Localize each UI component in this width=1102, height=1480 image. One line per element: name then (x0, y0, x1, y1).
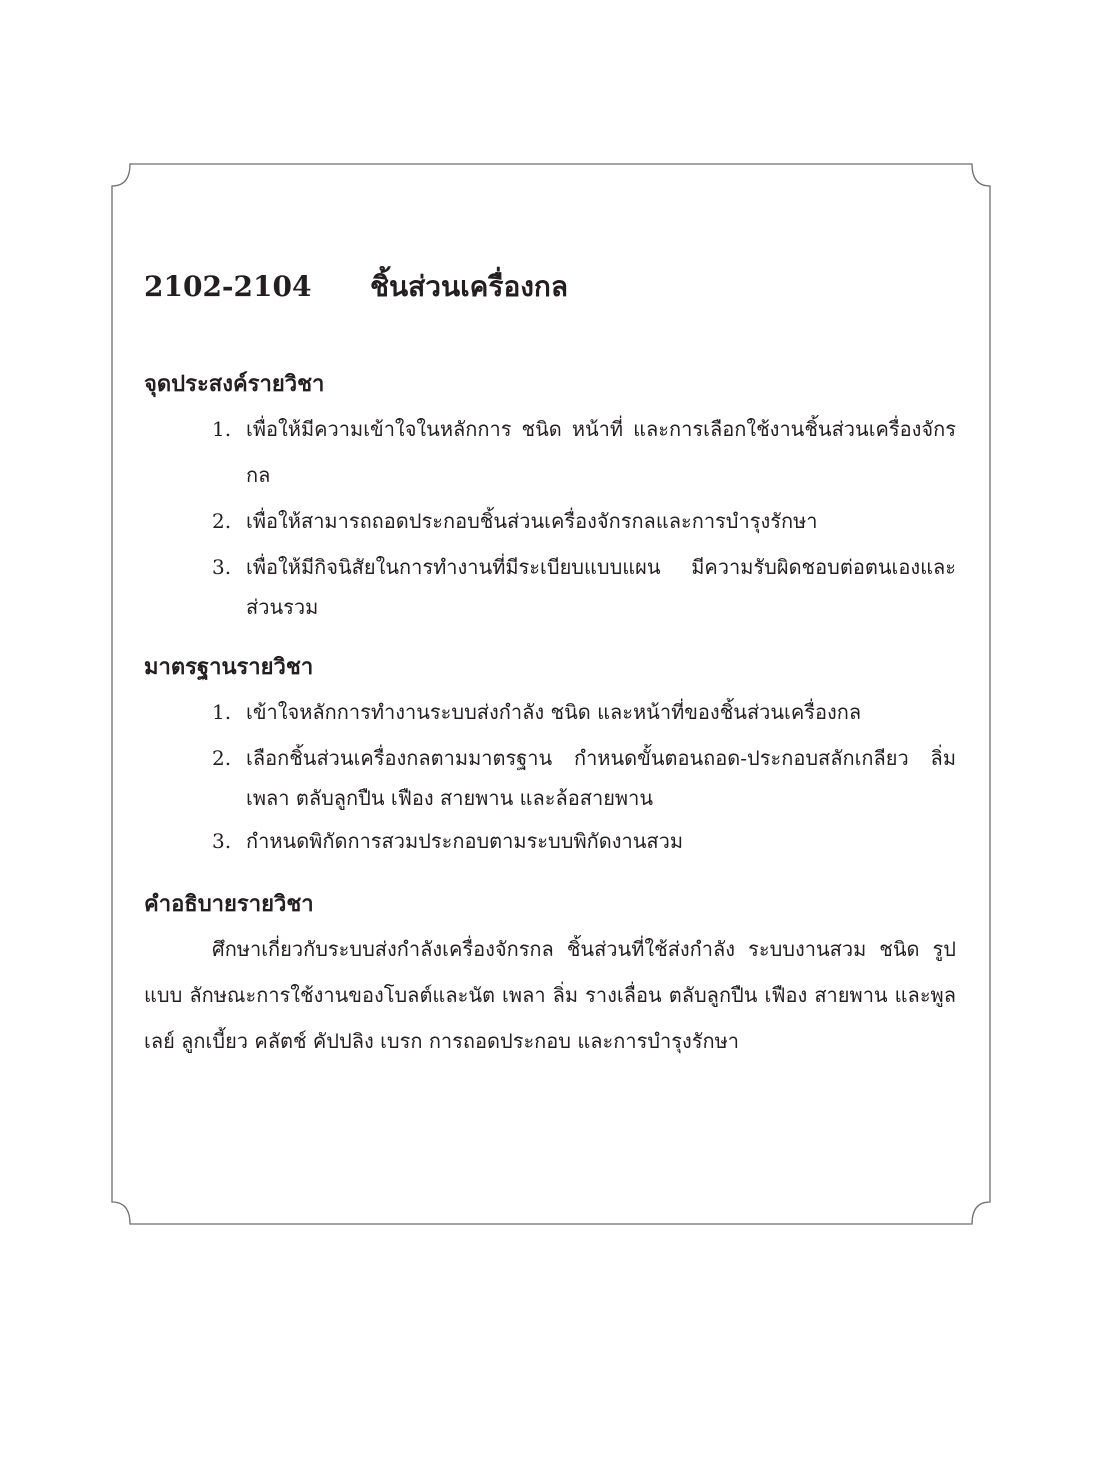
section-spacer (144, 864, 956, 886)
objective-item (144, 498, 956, 544)
standard-number: 1. (212, 700, 232, 724)
objectives-section (144, 366, 956, 627)
standard-text: เลือกชิ้นส่วนเครื่องกลตามมาตรฐาน กำหนดขั้นตอนถอด-ประกอบสลักเกลียว ลิ่ม เพลา ตลับลูกปืน เฟือง สายพาน และล้อสายพาน (246, 746, 956, 810)
standard-text: เข้าใจหลักการทำงานระบบส่งกำลัง ชนิด และหน้าที่ของชิ้นส่วนเครื่องกล (246, 700, 862, 724)
standard-number: 3. (212, 829, 232, 853)
standard-number: 2. (212, 746, 232, 770)
section-spacer (144, 627, 956, 649)
objective-item (144, 544, 956, 627)
standard-item (144, 735, 956, 818)
objectives-heading: จุดประสงค์รายวิชา (144, 371, 325, 397)
objective-number: 1. (212, 417, 232, 441)
description-section (144, 886, 956, 1064)
course-code: 2102-2104 (144, 270, 312, 303)
objective-number: 3. (212, 555, 232, 579)
standard-item (144, 689, 956, 735)
objective-text: เพื่อให้มีกิจนิสัยในการทำงานที่มีระเบียบแบบแผน มีความรับผิดชอบต่อตนเองและส่วนรวม (246, 555, 956, 619)
objective-text: เพื่อให้สามารถถอดประกอบชิ้นส่วนเครื่องจักรกลและการบำรุงรักษา (246, 509, 818, 533)
standards-heading: มาตรฐานรายวิชา (144, 654, 314, 680)
description-heading: คำอธิบายรายวิชา (144, 891, 314, 917)
objective-item (144, 406, 956, 498)
course-title: ชิ้นส่วนเครื่องกล (370, 270, 569, 303)
objective-number: 2. (212, 509, 232, 533)
description-paragraph: ศึกษาเกี่ยวกับระบบส่งกำลังเครื่องจักรกล ชิ้นส่วนที่ใช้ส่งกำลัง ระบบงานสวม ชนิด รูปแบบ ลักษณะการใช้งานของโบลต์และนัต เพลา ลิ่ม รางเลื่อน ตลับลูกปืน เฟือง สายพาน และพูลเลย์ ลูกเบี้ยว คลัตช์ คัปปลิง เบรก การถอดประกอบ และการบำรุงรักษา (144, 937, 956, 1053)
standard-item (144, 818, 956, 864)
course-header (144, 262, 956, 312)
standard-text: กำหนดพิกัดการสวมประกอบตามระบบพิกัดงานสวม (246, 829, 684, 853)
standards-section (144, 649, 956, 864)
objective-text: เพื่อให้มีความเข้าใจในหลักการ ชนิด หน้าที่ และการเลือกใช้งานชิ้นส่วนเครื่องจักรกล (246, 417, 956, 487)
course-description-content (144, 262, 956, 1064)
